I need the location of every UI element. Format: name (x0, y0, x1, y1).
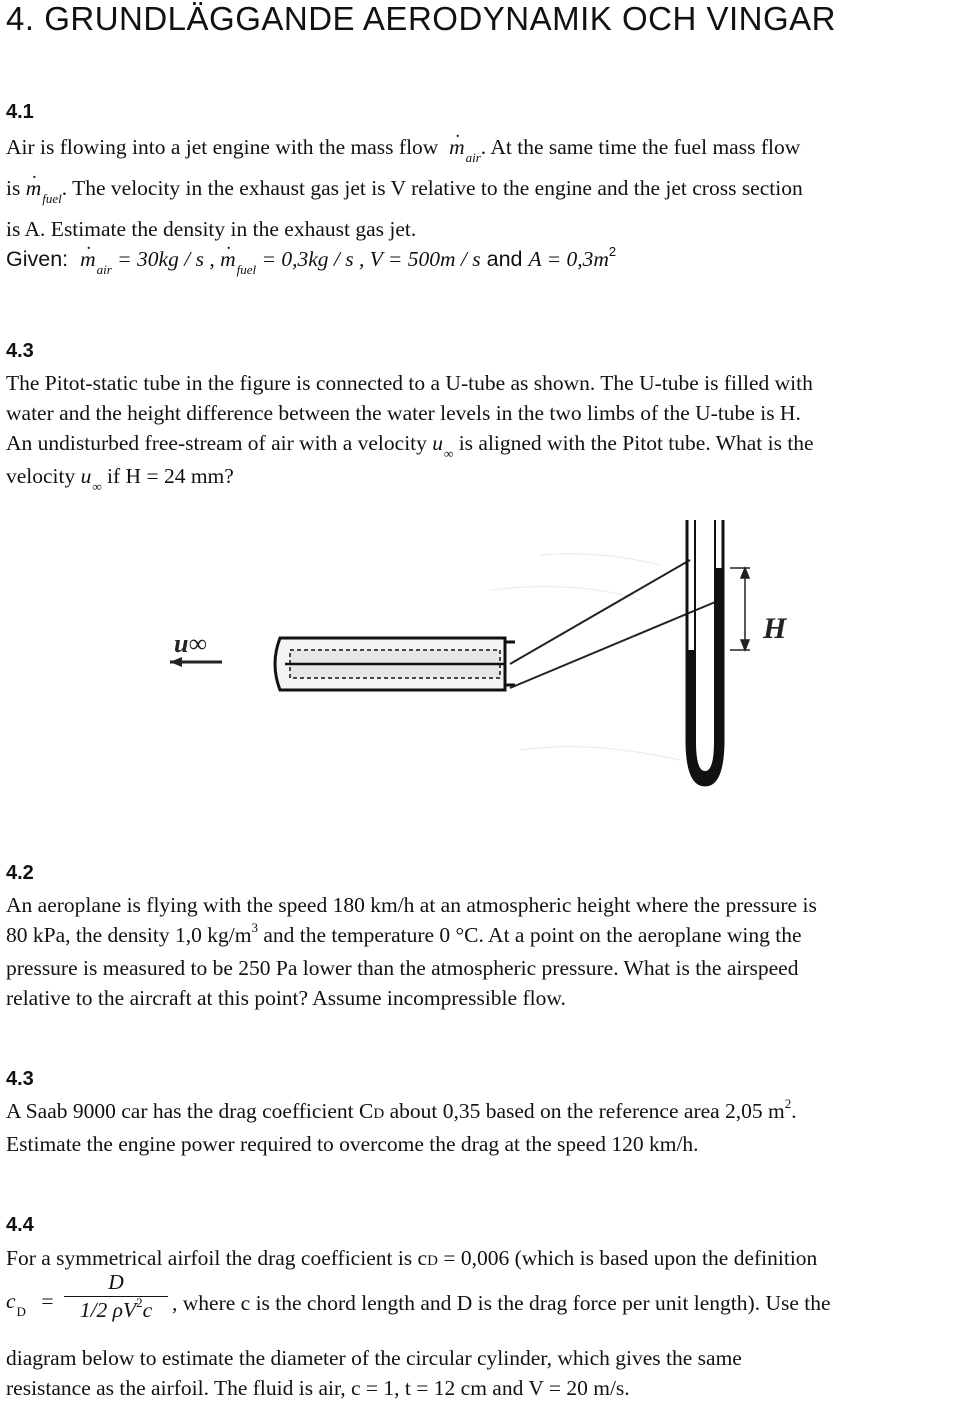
fraction-numerator: D (108, 1270, 124, 1294)
u-tube (687, 520, 723, 785)
drag-coefficient-fraction (60, 1270, 172, 1323)
problem-number: 4.2 (6, 862, 34, 884)
problem-number: 4.3 (6, 340, 34, 362)
text-line: water and the height difference between the water levels in the two limbs of the U-tube is H. (6, 401, 801, 425)
problem-4-1-text (6, 132, 958, 277)
problem-number: 4.4 (6, 1214, 34, 1236)
text-line: The Pitot-static tube in the figure is connected to a U-tube as shown. The U-tube is filled with (6, 371, 813, 395)
problem-4-3-car-text (6, 1096, 958, 1159)
text-line: Estimate the engine power required to overcome the drag at the speed 120 km/h. (6, 1132, 699, 1156)
problem-number: 4.3 (6, 1068, 34, 1090)
drag-coefficient-formula-lhs: $c_D$ = (6, 1289, 54, 1319)
text-line: Air is flowing into a jet engine with the mass flow ˙ $m_{air}$. At the same time the fuel mass flow (6, 132, 958, 165)
page-title: 4. GRUNDLÄGGANDE AERODYNAMIK OCH VINGAR (6, 0, 836, 37)
text-line: A Saab 9000 car has the drag coefficient CD about 0,35 based on the reference area 2,05 $m^2$. (6, 1096, 797, 1123)
text-line: pressure is measured to be 250 Pa lower than the atmospheric pressure. What is the airspeed (6, 956, 799, 980)
text-line: diagram below to estimate the diameter of the circular cylinder, which gives the same (6, 1346, 742, 1370)
problem-4-3-pitot-text (6, 368, 958, 494)
pitot-tube (275, 638, 515, 690)
text-line: An aeroplane is flying with the speed 180 km/h at an atmospheric height where the pressure is (6, 893, 817, 917)
problem-4-4-text (6, 1343, 958, 1403)
height-dimension (730, 568, 750, 650)
problem-4-4-line1: For a symmetrical airfoil the drag coefficient is cD = 0,006 (which is based upon the definition (6, 1246, 818, 1270)
pitot-tube-figure (160, 520, 820, 805)
text-line: relative to the aircraft at this point? Assume incompressible flow. (6, 986, 566, 1010)
text-line: 80 kPa, the density 1,0 $kg/m^3$ and the temperature 0 °C. At a point on the aeroplane wing the (6, 920, 802, 947)
text-line: velocity $u_\infty$ if H = 24 mm? (6, 464, 234, 494)
text-line: is ˙ $m_{fuel}$. The velocity in the exhaust gas jet is V relative to the engine and the jet cross section (6, 173, 958, 206)
height-label: H (763, 612, 787, 645)
given-line: Given: ˙ $m_{air} = 30kg / s$ , ˙ $m_{fuel} = 0,3kg / s$ , V = 500m / s and $A = 0,3m^2$ (6, 244, 958, 277)
text-line: resistance as the airfoil. The fluid is air, c = 1, t = 12 cm and V = 20 m/s. (6, 1376, 630, 1400)
fraction-denominator: 1/2 $\rho V^2c$ (64, 1296, 168, 1323)
problem-4-4-line2: , where c is the chord length and D is the drag force per unit length). Use the (172, 1291, 831, 1315)
flow-arrow (170, 657, 222, 667)
problem-number: 4.1 (6, 101, 34, 123)
text-line: is A. Estimate the density in the exhaust gas jet. (6, 217, 417, 241)
problem-4-2-text (6, 890, 958, 1013)
text-line: An undisturbed free-stream of air with a velocity $u_\infty$ is aligned with the Pitot tube. What is the (6, 431, 814, 461)
flow-label: u∞ (174, 629, 207, 658)
